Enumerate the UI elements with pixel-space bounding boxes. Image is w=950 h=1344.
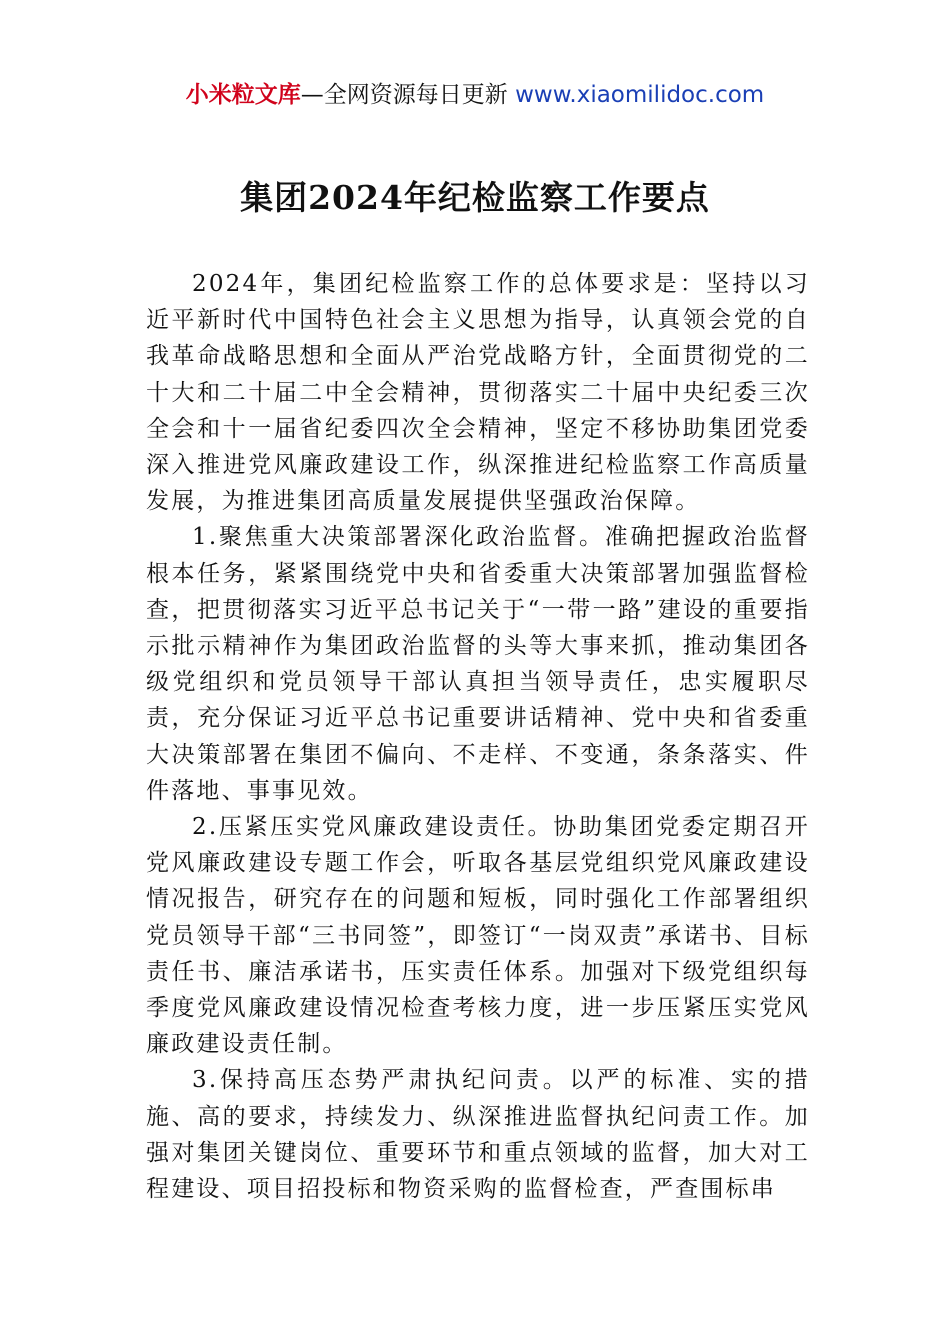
brand-name: 小米粒文库	[185, 82, 301, 108]
document-body	[146, 266, 810, 1207]
site-url[interactable]: www.xiaomilidoc.com	[515, 82, 765, 108]
brand-slogan: —全网资源每日更新	[300, 82, 508, 108]
paragraph-intro: 2024年，集团纪检监察工作的总体要求是：坚持以习近平新时代中国特色社会主义思想为指导，认真领会党的自我革命战略思想和全面从严治党战略方针，全面贯彻党的二十大和二十届二中全会精神，贯彻落实二十届中央纪委三次全会和十一届省纪委四次全会精神，坚定不移协助集团党委深入推进党风廉政建设工作，纵深推进纪检监察工作高质量发展，为推进集团高质量发展提供坚强政治保障。	[146, 271, 810, 515]
paragraph-2: 2.压紧压实党风廉政建设责任。协助集团党委定期召开党风廉政建设专题工作会，听取各基层党组织党风廉政建设情况报告，研究存在的问题和短板，同时强化工作部署组织党员领导干部“三书同签”，即签订“一岗双责”承诺书、目标责任书、廉洁承诺书，压实责任体系。加强对下级党组织每季度党风廉政建设情况检查考核力度，进一步压紧压实党风廉政建设责任制。	[146, 814, 810, 1058]
paragraph-3: 3.保持高压态势严肃执纪问责。以严的标准、实的措施、高的要求，持续发力、纵深推进监督执纪问责工作。加强对集团关键岗位、重要环节和重点领域的监督，加大对工程建设、项目招投标和物资采购的监督检查，严查围标串	[146, 1067, 810, 1203]
watermark-header	[0, 80, 950, 110]
paragraph-1: 1.聚焦重大决策部署深化政治监督。准确把握政治监督根本任务，紧紧围绕党中央和省委重大决策部署加强监督检查，把贯彻落实习近平总书记关于“一带一路”建设的重要指示批示精神作为集团政治监督的头等大事来抓，推动集团各级党组织和党员领导干部认真担当领导责任，忠实履职尽责，充分保证习近平总书记重要讲话精神、党中央和省委重大决策部署在集团不偏向、不走样、不变通，条条落实、件件落地、事事见效。	[146, 524, 810, 804]
document-title: 集团2024年纪检监察工作要点	[240, 178, 710, 217]
